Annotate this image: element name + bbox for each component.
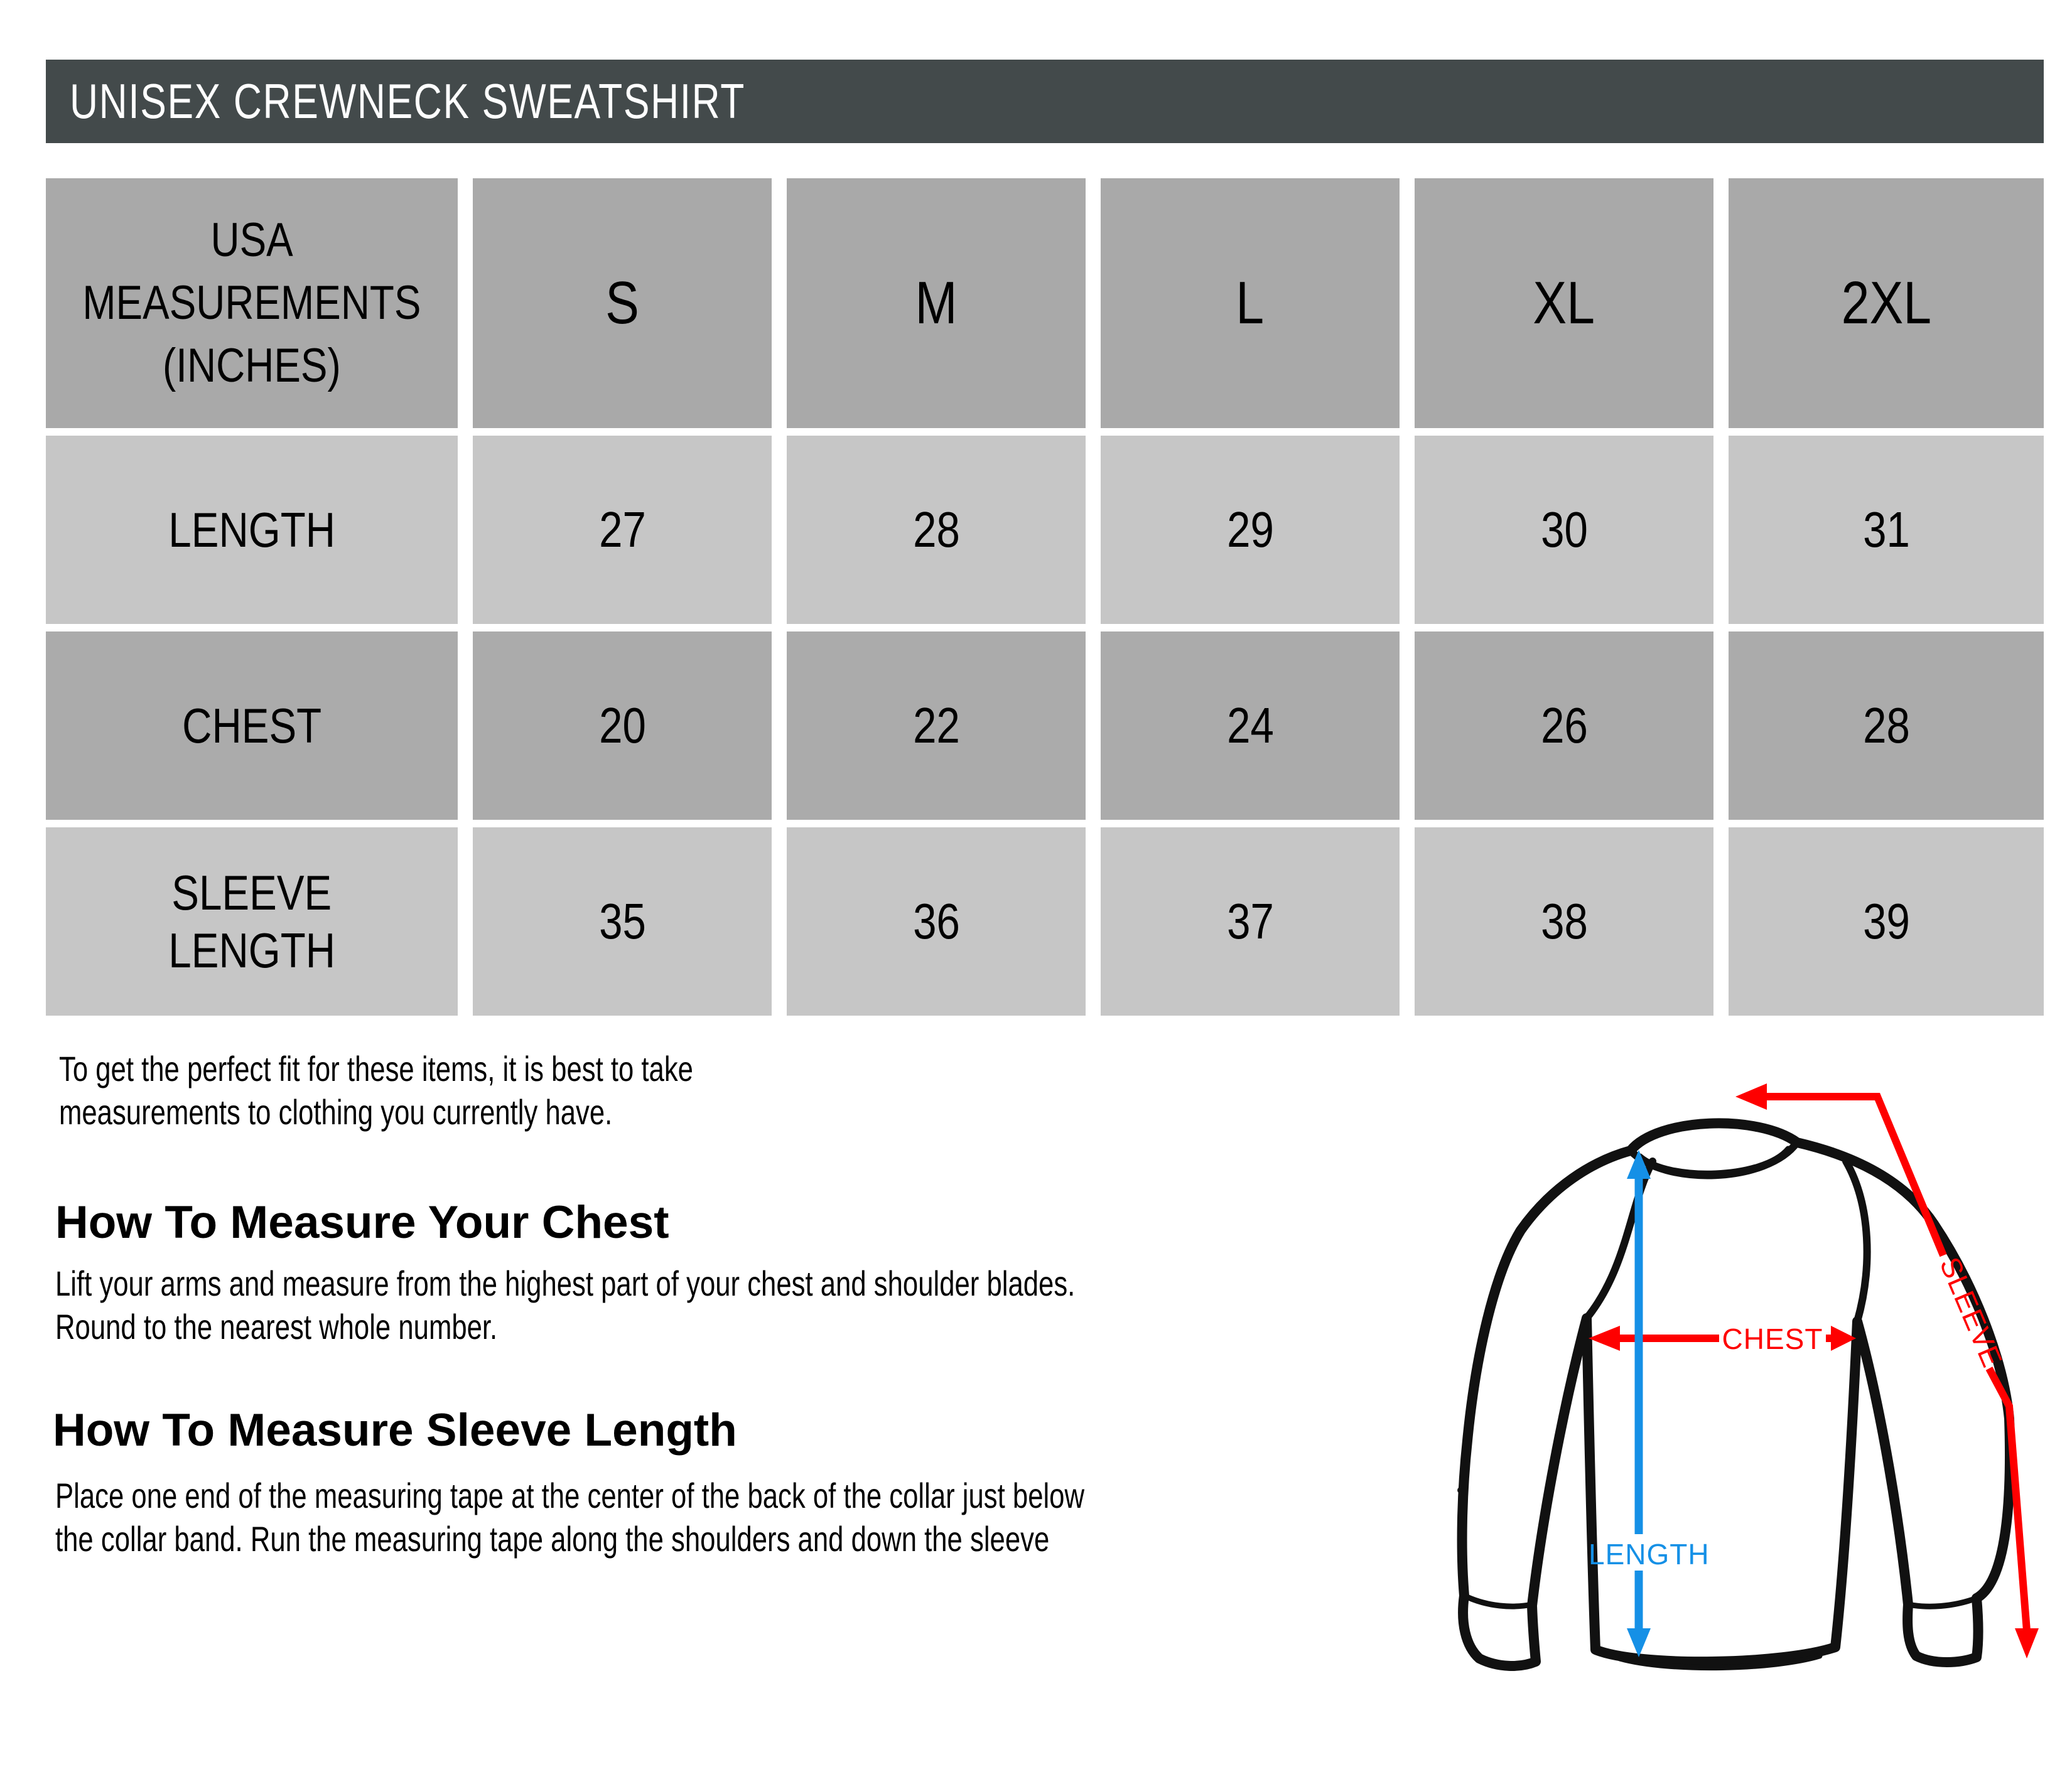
sleeve-section-body [55,1474,1374,1561]
value-cell-length-xl: 30 [1415,436,1713,624]
chest-arrow-label: CHEST [1722,1323,1823,1355]
title-bar [46,60,2044,143]
size-header-cell-m: M [787,178,1086,428]
chest-section-heading: How To Measure Your Chest [55,1197,669,1248]
value-cell-sleeve-l: 37 [1101,827,1400,1016]
sweatshirt-body-outline [1462,1123,2010,1666]
value-cell-chest-s: 20 [473,631,772,820]
corner-header-line: (INCHES) [163,339,341,392]
sweatshirt-drawing [1462,1123,2010,1667]
length-arrow-label: LENGTH [1589,1538,1710,1571]
row-label-sleeve-length: SLEEVE LENGTH [46,827,458,1016]
corner-header-line: USA [210,213,293,267]
sleeve-body-line: the collar band. Run the measuring tape along the shoulders and down the sleeve [55,1519,1050,1559]
fit-note [59,1047,872,1134]
value-cell-length-2xl: 31 [1729,436,2044,624]
row-label-length: LENGTH [46,436,458,624]
chest-body-line: Lift your arms and measure from the highest part of your chest and shoulder blades. [55,1264,1076,1303]
page-title: UNISEX CREWNECK SWEATSHIRT [70,73,745,129]
row-label-chest: CHEST [46,631,458,820]
size-header-cell-l: L [1101,178,1400,428]
size-header-cell-s: S [473,178,772,428]
sleeve-body-line: Place one end of the measuring tape at the center of the back of the collar just below [55,1476,1085,1515]
value-cell-sleeve-xl: 38 [1415,827,1713,1016]
value-cell-sleeve-s: 35 [473,827,772,1016]
value-cell-sleeve-2xl: 39 [1729,827,2044,1016]
value-cell-length-s: 27 [473,436,772,624]
size-header-cell-2xl: 2XL [1729,178,2044,428]
size-table [46,178,2044,1016]
value-cell-length-l: 29 [1101,436,1400,624]
sleeve-arrow-left-head [1735,1083,1767,1110]
value-cell-length-m: 28 [787,436,1086,624]
chest-body-line: Round to the nearest whole number. [55,1307,498,1346]
corner-header-line: MEASUREMENTS [82,276,421,330]
value-cell-chest-2xl: 28 [1729,631,2044,820]
value-cell-chest-xl: 26 [1415,631,1713,820]
size-header-cell-xl: XL [1415,178,1713,428]
corner-header-cell [46,178,458,428]
value-cell-sleeve-m: 36 [787,827,1086,1016]
sweatshirt-measurement-diagram [1432,1055,2072,1789]
value-cell-chest-m: 22 [787,631,1086,820]
sleeve-arrow-label: SLEEVE [1933,1252,2009,1372]
sleeve-section-heading: How To Measure Sleeve Length [53,1405,737,1456]
fit-note-line: measurements to clothing you currently have. [59,1092,613,1132]
fit-note-line: To get the perfect fit for these items, it is best to take [59,1049,693,1088]
value-cell-chest-l: 24 [1101,631,1400,820]
sleeve-arrow-bottom-head [2015,1628,2039,1658]
chest-section-body [55,1262,1362,1348]
